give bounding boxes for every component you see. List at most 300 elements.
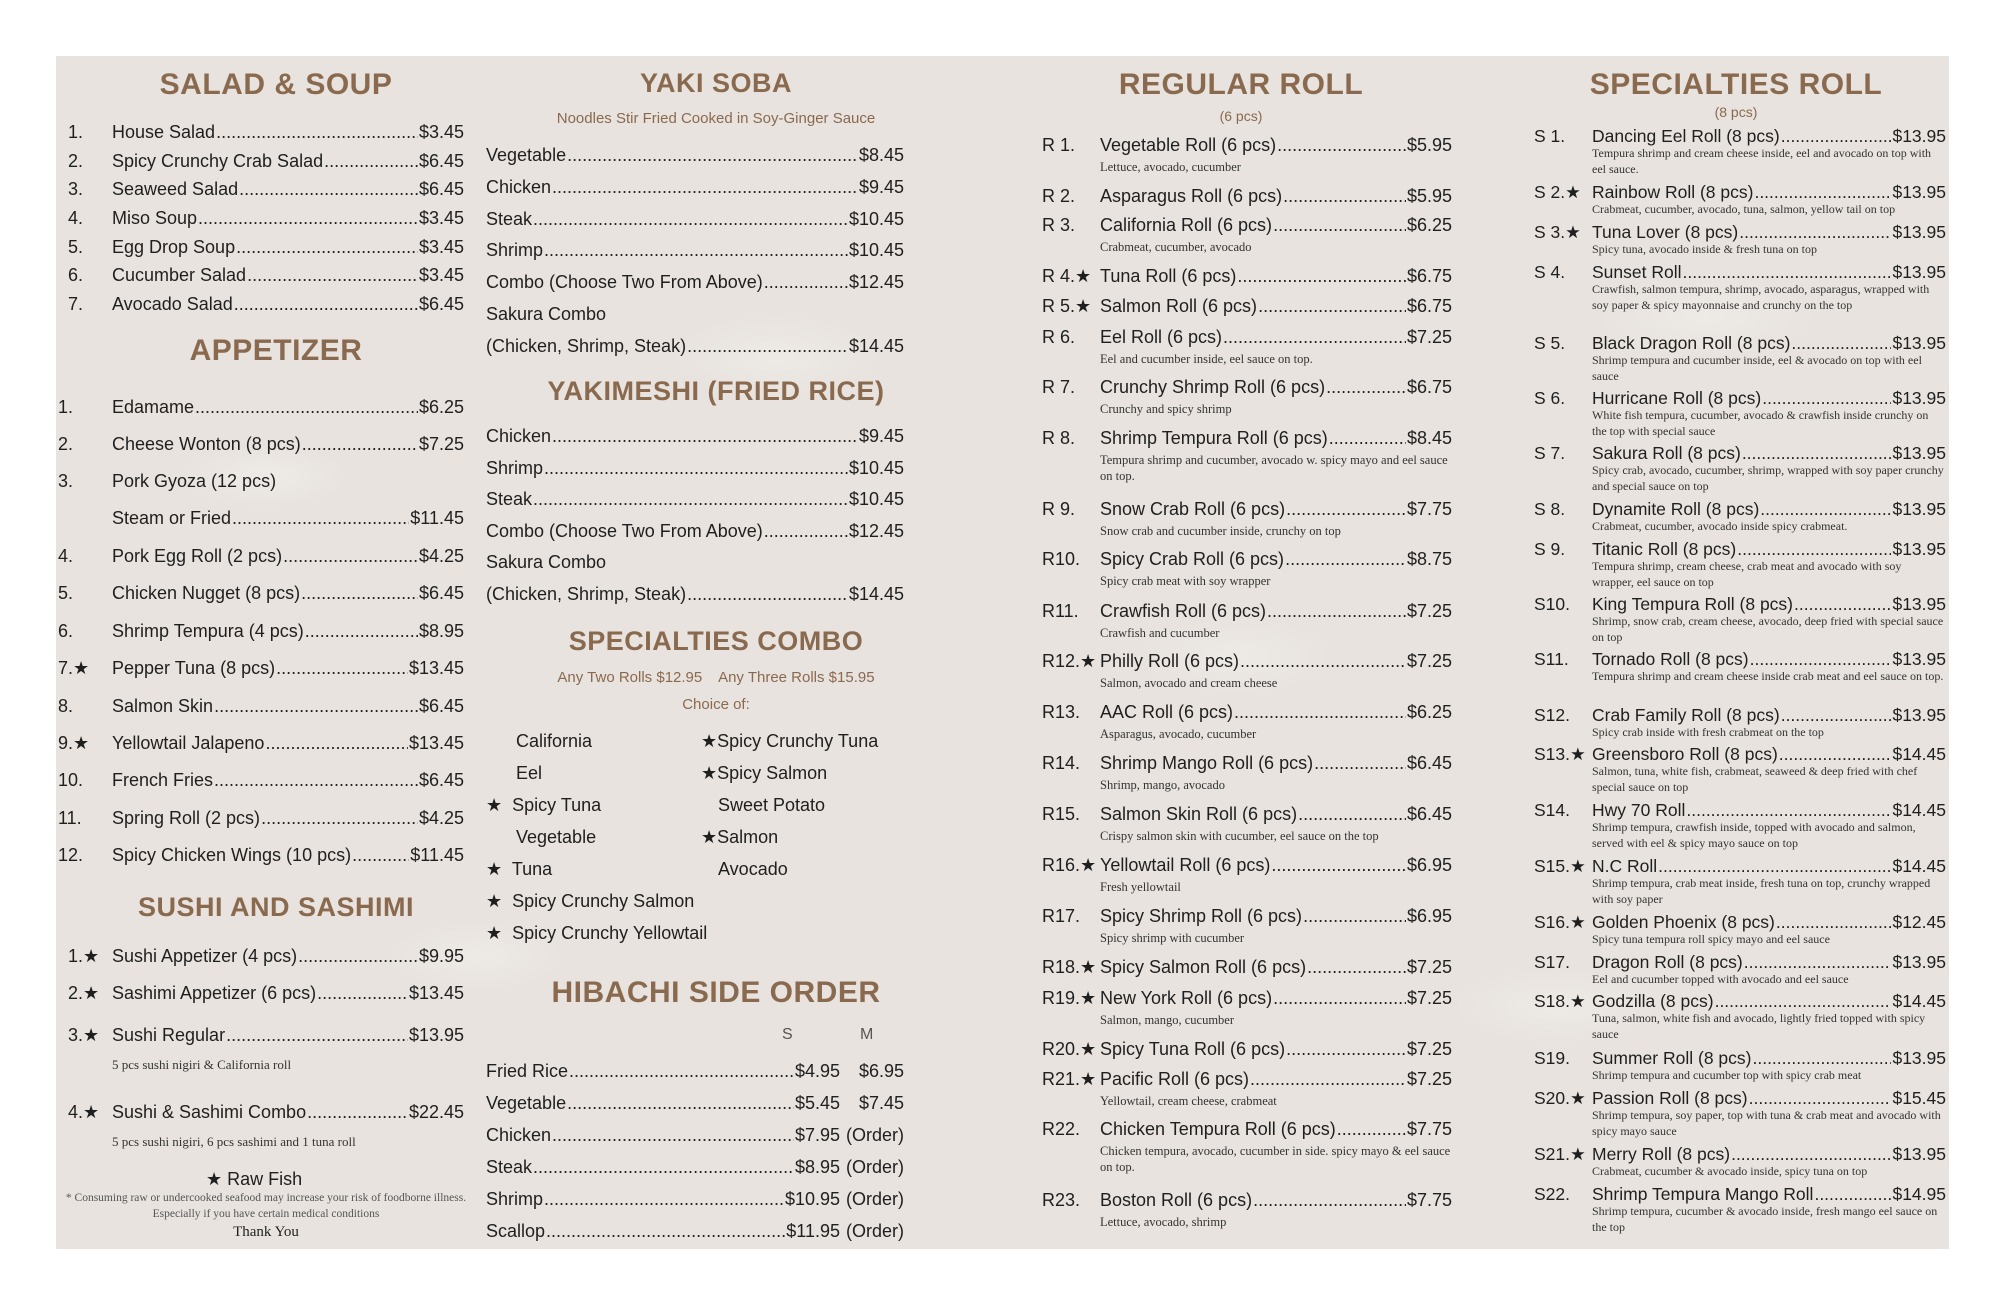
menu-item [1534,126,1946,147]
item-name: Tornado Roll (8 pcs) [1592,649,1749,669]
item-number: S 7. [1534,443,1566,463]
item-name: Sakura Roll (8 pcs) [1592,443,1741,463]
dot-leader [1329,428,1406,449]
item-price: $8.95 [418,621,464,641]
item-number: R 1. [1042,135,1076,155]
dot-leader [1750,649,1892,670]
item-name: Combo (Choose Two From Above) [486,272,763,292]
item-description: Shrimp tempura, cucumber & avocado inside, fresh mango eel sauce on the top [1592,1204,1938,1234]
dot-leader [307,1102,408,1123]
item-price: $3.45 [418,208,464,228]
item-number: 3. [68,179,84,199]
menu-item [486,1125,904,1146]
item-name: Vegetable [486,145,567,165]
item-number: 9.★ [58,733,90,753]
item-name: Chicken Nugget (8 pcs) [112,583,301,603]
item-price: $10.95 [784,1189,840,1209]
item-price: $14.95 [1892,1184,1946,1204]
item-name: Pepper Tuna (8 pcs) [112,658,276,678]
menu-item [486,1093,904,1114]
item-price: $3.45 [418,265,464,285]
item-description: Shrimp tempura and cucumber inside, eel & avocado on top with eel sauce [1592,353,1922,383]
item-name: Sushi Regular [112,1025,226,1045]
menu-item [1042,957,1452,978]
item-price: $6.95 [858,1061,904,1081]
item-number: S13.★ [1534,744,1586,764]
item-price: $14.45 [848,584,904,604]
item-name: Steak [486,209,533,229]
item-price: $6.25 [1406,215,1452,235]
item-number: S19. [1534,1048,1570,1068]
item-price: $6.95 [1406,906,1452,926]
item-price: $13.95 [1892,333,1946,353]
item-price: $8.75 [1406,549,1452,569]
menu-item [1534,952,1946,973]
menu-item [1042,1039,1452,1060]
menu-item [58,583,464,604]
item-description: Spicy crab meat with soy wrapper [1100,574,1271,588]
item-number: 4. [68,208,84,228]
dot-leader [1779,744,1892,765]
item-price: $6.75 [1406,266,1452,286]
dot-leader [1271,855,1406,876]
dot-leader [214,696,418,717]
menu-item [1534,705,1946,726]
dot-leader [1744,952,1892,973]
item-number: S 1. [1534,126,1566,146]
item-price: $7.25 [418,434,464,454]
specialties-combo-choice: Choice of: [682,696,750,713]
dot-leader [687,336,848,357]
item-price: $7.25 [1406,957,1452,977]
item-price: $12.45 [848,272,904,292]
item-number: S 8. [1534,499,1566,519]
item-description: Tempura shrimp and cucumber, avocado w. spicy mayo and eel sauce on top. [1100,453,1448,483]
item-name: Spicy Crab Roll (6 pcs) [1100,549,1285,569]
item-price: $13.95 [1892,1144,1946,1164]
item-description: Shrimp tempura, crab meat inside, fresh tuna on top, crunchy wrapped with soy paper [1592,876,1931,906]
item-price: $6.25 [1406,702,1452,722]
menu-item [58,621,464,642]
item-price: $14.45 [1892,744,1946,764]
item-description: Shrimp tempura, soy paper, top with tuna & crab meat and avocado with spicy mayo sauce [1592,1108,1941,1138]
item-description: Tuna, salmon, white fish and avocado, lightly fried topped with spicy sauce [1592,1011,1926,1041]
item-price: $9.95 [418,946,464,966]
item-name: Shrimp [486,1189,544,1209]
menu-item [486,209,904,230]
dot-leader [302,434,418,455]
item-price: $13.95 [1892,649,1946,669]
menu-item [58,770,464,791]
menu-item [1042,906,1452,927]
dot-leader [216,122,418,143]
menu-item [68,208,464,229]
item-number: S 6. [1534,388,1566,408]
menu-item [1534,1048,1946,1069]
menu-item [1534,594,1946,615]
dot-leader [1237,266,1406,287]
item-price: $4.95 [794,1061,840,1081]
item-price: $6.45 [418,294,464,314]
item-description: Fresh yellowtail [1100,880,1181,894]
item-price: $6.45 [418,151,464,171]
item-description: Eel and cucumber inside, eel sauce on top. [1100,352,1313,366]
item-number: S18.★ [1534,991,1586,1011]
dot-leader [1286,1039,1406,1060]
item-name: Crab Family Roll (8 pcs) [1592,705,1780,725]
menu-item [1042,1190,1452,1211]
menu-item [486,1189,904,1210]
item-name: Shrimp Mango Roll (6 pcs) [1100,753,1314,773]
item-number: 1. [68,122,84,142]
item-price: $7.75 [1406,499,1452,519]
item-number: S14. [1534,800,1570,820]
menu-item [1042,651,1452,672]
item-name: Dancing Eel Roll (8 pcs) [1592,126,1780,146]
item-price: $11.45 [410,508,464,528]
menu-item [58,696,464,717]
item-number: R12.★ [1042,651,1097,671]
item-price: $22.45 [408,1102,464,1122]
item-name: Tuna Lover (8 pcs) [1592,222,1739,242]
item-number: 3.★ [68,1025,100,1045]
dot-leader [1794,594,1891,615]
item-name: Sakura Combo [486,552,607,572]
item-name: Avocado Salad [112,294,233,314]
thank-you: Thank You [233,1224,299,1240]
combo-choice: Vegetable [516,827,597,847]
hibachi-heading: HIBACHI SIDE ORDER [551,976,881,1009]
item-price: $6.45 [418,583,464,603]
item-number: 6. [58,621,74,641]
dot-leader [1791,333,1891,354]
dot-leader [276,658,408,679]
item-description: 5 pcs sushi nigiri & California roll [112,1057,292,1072]
item-number: R11. [1042,601,1079,621]
dot-leader [298,946,418,967]
item-name: Salmon Skin [112,696,214,716]
menu-item [68,122,464,143]
menu-item [1042,753,1452,774]
item-price: $8.45 [858,145,904,165]
item-name: Summer Roll (8 pcs) [1592,1048,1752,1068]
item-price: $14.45 [1892,800,1946,820]
dot-leader [1737,539,1891,560]
menu-item [486,426,904,447]
item-price: $9.45 [858,177,904,197]
item-number: 3. [58,471,74,491]
combo-choice: ★Spicy Crunchy Tuna [701,731,879,751]
item-description: White fish tempura, cucumber, avocado & crawfish inside crunchy on the top with special sauce [1592,408,1929,438]
item-number: S 2.★ [1534,182,1581,202]
item-description: Tempura shrimp and cream cheese inside, eel and avocado on top with eel sauce. [1592,146,1932,176]
menu-item [1534,649,1946,670]
item-name: Chicken [486,426,552,446]
item-price: $13.95 [1892,443,1946,463]
item-price: $11.45 [410,845,464,865]
dot-leader [305,621,418,642]
item-name: Boston Roll (6 pcs) [1100,1190,1253,1210]
dot-leader [1658,856,1891,877]
item-name: New York Roll (6 pcs) [1100,988,1273,1008]
item-name: Cheese Wonton (8 pcs) [112,434,301,454]
menu-item [486,584,904,605]
combo-choice: ★ Tuna [486,859,553,879]
dot-leader [1739,222,1891,243]
item-price: $7.95 [794,1125,840,1145]
item-name: AAC Roll (6 pcs) [1100,702,1234,722]
item-name: Vegetable Roll (6 pcs) [1100,135,1277,155]
menu-item [68,946,464,967]
item-name: Combo (Choose Two From Above) [486,521,763,541]
item-price: $7.25 [1406,1069,1452,1089]
menu-item [486,489,904,510]
dot-leader [1234,702,1406,723]
dot-leader [567,145,858,166]
item-price: $5.45 [794,1093,840,1113]
menu-item [1534,744,1946,765]
item-name: Snow Crab Roll (6 pcs) [1100,499,1286,519]
menu-item [1534,912,1946,933]
item-name: Seaweed Salad [112,179,239,199]
item-price: $10.45 [848,489,904,509]
dot-leader [1286,499,1406,520]
specialties-roll-heading: SPECIALTIES ROLL [1589,68,1883,101]
item-number: S 4. [1534,262,1566,282]
dot-leader [1742,443,1892,464]
menu-item [1042,266,1452,287]
item-price: $13.95 [1892,539,1946,559]
item-number: R22. [1042,1119,1081,1139]
item-number: 7. [68,294,84,314]
item-price: $7.75 [1406,1190,1452,1210]
item-description: Spicy crab, avocado, cucumber, shrimp, wrapped with soy paper crunchy and special sauce on top [1592,463,1944,493]
item-price: (Order) [846,1221,904,1241]
item-number: S10. [1534,594,1570,614]
combo-choice: California [516,731,593,751]
item-price: $13.95 [1892,222,1946,242]
item-name: Yellowtail Roll (6 pcs) [1100,855,1271,875]
item-name: Chicken [486,1125,552,1145]
item-number: R10. [1042,549,1081,569]
dot-leader [1303,906,1406,927]
item-name: Dynamite Roll (8 pcs) [1592,499,1760,519]
menu-item [1534,1144,1946,1165]
item-number: S11. [1534,649,1569,669]
item-number: R 5.★ [1042,296,1092,316]
item-description: Shrimp, mango, avocado [1100,778,1225,792]
item-name: Tuna Roll (6 pcs) [1100,266,1237,286]
menu-item [1042,988,1452,1009]
item-number: R15. [1042,804,1081,824]
menu-item [1534,800,1946,821]
menu-item [486,1061,904,1082]
dot-leader [1683,262,1892,283]
item-number: 12. [58,845,84,865]
item-number: R 8. [1042,428,1076,448]
dot-leader [301,583,418,604]
item-name: California Roll (6 pcs) [1100,215,1273,235]
menu-item [1534,499,1946,520]
item-number: S22. [1534,1184,1570,1204]
item-description: Chicken tempura, avocado, cucumber in side. spicy mayo & eel sauce on top. [1100,1144,1451,1174]
specialties-combo-prices: Any Two Rolls $12.95 Any Three Rolls $15.95 [557,669,875,686]
menu-item [1534,991,1946,1012]
menu-item [486,336,904,357]
dot-leader [324,151,418,172]
item-number: S15.★ [1534,856,1586,876]
item-number: 2. [68,151,84,171]
item-name: Hwy 70 Roll [1592,800,1686,820]
item-name: Sushi Appetizer (4 pcs) [112,946,298,966]
item-price: $13.45 [408,733,464,753]
item-name: Hurricane Roll (8 pcs) [1592,388,1762,408]
item-name: Spicy Shrimp Roll (6 pcs) [1100,906,1303,926]
menu-item [1042,499,1452,520]
item-description: Crunchy and spicy shrimp [1100,402,1232,416]
item-name: Sakura Combo [486,304,607,324]
item-description: Spicy shrimp with cucumber [1100,931,1245,945]
item-price: $13.45 [408,658,464,678]
menu-item [58,397,464,418]
menu-item [68,151,464,172]
item-price: $7.75 [1406,1119,1452,1139]
item-price: $12.45 [1892,912,1946,932]
item-price: $14.45 [1892,991,1946,1011]
item-name: Egg Drop Soup [112,237,236,257]
hibachi-col-m: M [860,1026,874,1043]
dot-leader [265,733,407,754]
item-price: $13.95 [1892,262,1946,282]
item-number: S 3.★ [1534,222,1581,242]
item-name: King Tempura Roll (8 pcs) [1592,594,1794,614]
item-name: Eel Roll (6 pcs) [1100,327,1223,347]
item-description: Asparagus, avocado, cucumber [1100,727,1257,741]
item-description: Lettuce, avocado, cucumber [1100,160,1241,174]
item-name: Black Dragon Roll (8 pcs) [1592,333,1791,353]
menu-item [58,508,464,529]
item-number: R21.★ [1042,1069,1097,1089]
item-number: 8. [58,696,74,716]
item-name: Chicken [486,177,552,197]
combo-choice: ★ Spicy Crunchy Salmon [486,891,695,911]
dot-leader [533,489,848,510]
item-name: Shrimp Tempura (4 pcs) [112,621,304,641]
menu-item [486,304,904,325]
item-name: Scallop [486,1221,546,1241]
item-number: 11. [58,808,82,828]
item-name: Passion Roll (8 pcs) [1592,1088,1748,1108]
dot-leader [1337,1119,1406,1140]
item-number: R 2. [1042,186,1076,206]
combo-choice: ★Spicy Salmon [701,763,828,783]
item-name: Shrimp [486,458,544,478]
dot-leader [552,1125,794,1146]
item-number: R 6. [1042,327,1076,347]
dot-leader [552,426,858,447]
item-number: S20.★ [1534,1088,1586,1108]
dot-leader [226,1025,408,1046]
item-number: S12. [1534,705,1570,725]
dot-leader [687,584,848,605]
menu-item [68,983,464,1004]
menu-page [56,56,1949,1249]
dot-leader [317,983,408,1004]
menu-item [1534,856,1946,877]
item-description: Salmon, mango, cucumber [1100,1013,1234,1027]
item-name: Sushi & Sashimi Combo [112,1102,307,1122]
dot-leader [198,208,418,229]
item-name: Vegetable [486,1093,567,1113]
item-description: Lettuce, avocado, shrimp [1100,1215,1227,1229]
item-price: $13.95 [1892,594,1946,614]
item-name: Steam or Fried [112,508,232,528]
item-name: (Chicken, Shrimp, Steak) [486,336,687,356]
item-price: $8.45 [1406,428,1452,448]
menu-item [58,808,464,829]
item-number: 1. [58,397,74,417]
menu-item [486,240,904,261]
item-number: R14. [1042,753,1081,773]
item-price: $3.45 [418,237,464,257]
item-description: Crabmeat, cucumber & avocado inside, spicy tuna on top [1592,1164,1868,1178]
item-name: Spicy Chicken Wings (10 pcs) [112,845,352,865]
item-price: $9.45 [858,426,904,446]
menu-item [1534,1184,1946,1205]
item-name: Spicy Crunchy Crab Salad [112,151,324,171]
dot-leader [1715,991,1892,1012]
item-number: 5. [68,237,84,257]
menu-item [1534,1088,1946,1109]
menu-item [486,145,904,166]
menu-item [1042,855,1452,876]
item-number: R19.★ [1042,988,1097,1008]
combo-choice: ★Salmon [701,827,779,847]
menu-item [1042,804,1452,825]
item-name: Pork Gyoza (12 pcs) [112,471,277,491]
item-name: Spicy Salmon Roll (6 pcs) [1100,957,1307,977]
dot-leader [552,177,858,198]
item-number: 5. [58,583,74,603]
dot-leader [283,546,418,567]
item-name: Dragon Roll (8 pcs) [1592,952,1743,972]
menu-item [486,521,904,542]
item-price: $7.25 [1406,651,1452,671]
item-name: Cucumber Salad [112,265,247,285]
item-price: $6.25 [418,397,464,417]
menu-item [1042,601,1452,622]
item-name: Godzilla (8 pcs) [1592,991,1714,1011]
raw-fish-legend: ★ Raw Fish [206,1169,303,1189]
item-description: Snow crab and cucumber inside, crunchy on top [1100,524,1341,538]
item-description: Tempura shrimp, cream cheese, crab meat and avocado with soy wrapper, eel sauce on top [1592,559,1902,589]
warning-line-2: Especially if you have certain medical conditions [152,1208,380,1220]
item-name: French Fries [112,770,214,790]
item-price: $13.95 [1892,126,1946,146]
dot-leader [1307,957,1406,978]
dot-leader [544,1189,784,1210]
item-price: $13.95 [1892,1048,1946,1068]
dot-leader [1273,215,1406,236]
item-name: Chicken Tempura Roll (6 pcs) [1100,1119,1336,1139]
dot-leader [1326,377,1406,398]
item-number: R 4.★ [1042,266,1092,286]
item-price: $6.45 [418,770,464,790]
item-name: Merry Roll (8 pcs) [1592,1144,1731,1164]
dot-leader [1314,753,1406,774]
item-price: $10.45 [848,240,904,260]
item-price: $12.45 [848,521,904,541]
